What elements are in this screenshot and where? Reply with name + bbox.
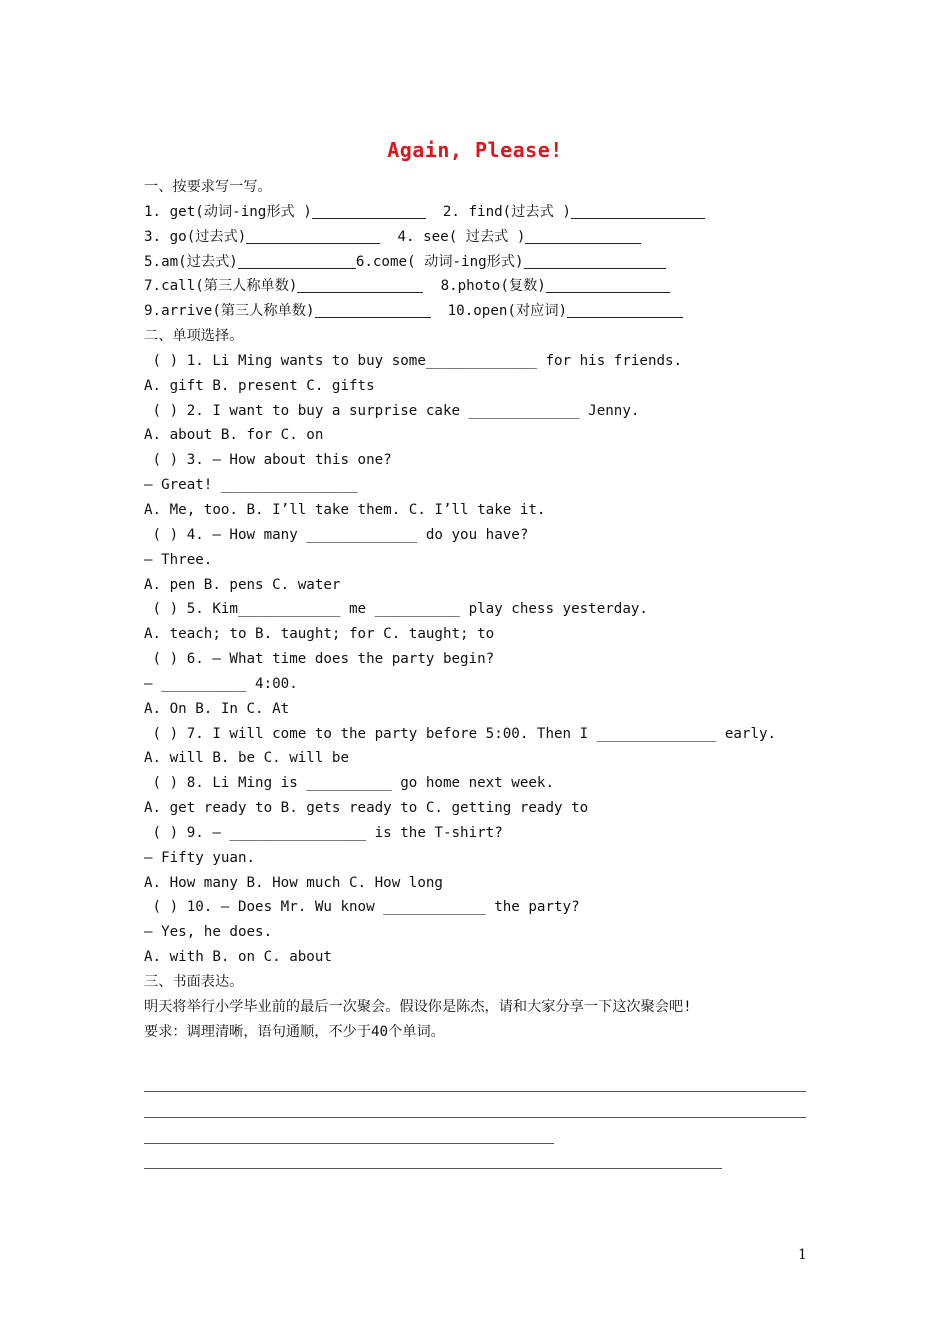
answer-blank[interactable] [571, 202, 705, 219]
page-title: Again, Please! [387, 138, 563, 162]
answer-blank[interactable] [315, 301, 431, 318]
fill-in-row [144, 250, 824, 275]
question-line: ( ) 6. — What time does the party begin? [144, 651, 495, 668]
fill-in-item: 9.arrive(第三人称单数) [144, 303, 315, 320]
options-line: A. with B. on C. about [144, 949, 332, 966]
options-line: A. Me, too. B. I’ll take them. C. I’ll take it. [144, 501, 546, 518]
fill-in-item: 6.come( 动词-ing形式) [355, 253, 524, 270]
dialogue-line: — Fifty yuan. [144, 849, 256, 866]
answer-blank[interactable] [246, 227, 380, 244]
answer-blank[interactable] [546, 276, 670, 293]
worksheet-body [144, 175, 824, 1045]
question-line: ( ) 2. I want to buy a surprise cake _____________ Jenny. [144, 402, 640, 419]
fill-in-row [144, 225, 824, 250]
fill-in-item: 5.am(过去式) [144, 253, 238, 270]
question-line: ( ) 10. — Does Mr. Wu know ____________ the party? [144, 899, 580, 916]
writing-line[interactable] [144, 1092, 806, 1118]
fill-in-row [144, 274, 824, 299]
options-line: A. On B. In C. At [144, 700, 290, 717]
options-line: A. will B. be C. will be [144, 750, 349, 767]
answer-blank[interactable] [524, 252, 666, 269]
fill-in-item: 2. find(过去式 ) [442, 203, 571, 220]
question-line: ( ) 8. Li Ming is __________ go home next week. [144, 775, 554, 792]
fill-in-item: 1. get(动词-ing形式 ) [144, 203, 312, 220]
options-line: A. teach; to B. taught; for C. taught; to [144, 626, 495, 643]
answer-blank[interactable] [297, 276, 423, 293]
fill-in-item: 3. go(过去式) [144, 228, 247, 245]
options-line: A. pen B. pens C. water [144, 576, 341, 593]
fill-in-item: 7.call(第三人称单数) [144, 278, 298, 295]
writing-line[interactable] [144, 1118, 554, 1144]
fill-in-item: 4. see( 过去式 ) [397, 228, 526, 245]
dialogue-line: — __________ 4:00. [144, 675, 298, 692]
answer-blank[interactable] [312, 202, 426, 219]
answer-blank[interactable] [525, 227, 641, 244]
fill-in-row [144, 299, 824, 324]
question-line: ( ) 5. Kim____________ me __________ play chess yesterday. [144, 601, 648, 618]
options-line: A. How many B. How much C. How long [144, 874, 443, 891]
options-line: A. get ready to B. gets ready to C. getting ready to [144, 800, 589, 817]
writing-line[interactable] [144, 1066, 806, 1092]
writing-area[interactable] [144, 1066, 824, 1169]
options-line: A. about B. for C. on [144, 427, 324, 444]
question-line: ( ) 7. I will come to the party before 5:00. Then I ______________ early. [144, 725, 777, 742]
answer-blank[interactable] [567, 301, 683, 318]
fill-in-item: 10.open(对应词) [447, 303, 568, 320]
dialogue-line: — Great! ________________ [144, 477, 358, 494]
dialogue-line: — Three. [144, 551, 213, 568]
fill-in-item: 8.photo(复数) [440, 278, 546, 295]
writing-line[interactable] [144, 1144, 722, 1170]
writing-requirement: 要求：调理清晰，语句通顺，不少于40个单词。 [144, 1023, 445, 1040]
fill-in-row [144, 200, 824, 225]
section2-heading: 二、单项选择。 [144, 328, 244, 345]
page-number: 1 [798, 1247, 807, 1263]
question-line: ( ) 9. — ________________ is the T-shirt? [144, 824, 503, 841]
question-line: ( ) 4. — How many _____________ do you have? [144, 526, 529, 543]
answer-blank[interactable] [238, 252, 356, 269]
section1-heading: 一、按要求写一写。 [144, 179, 272, 195]
writing-prompt: 明天将举行小学毕业前的最后一次聚会。假设你是陈杰，请和大家分享一下这次聚会吧! [144, 998, 692, 1015]
question-line: ( ) 1. Li Ming wants to buy some_____________ for his friends. [144, 352, 683, 369]
question-line: ( ) 3. — How about this one? [144, 452, 392, 469]
section3-heading: 三、书面表达。 [144, 974, 244, 990]
dialogue-line: — Yes, he does. [144, 924, 273, 941]
options-line: A. gift B. present C. gifts [144, 377, 375, 394]
